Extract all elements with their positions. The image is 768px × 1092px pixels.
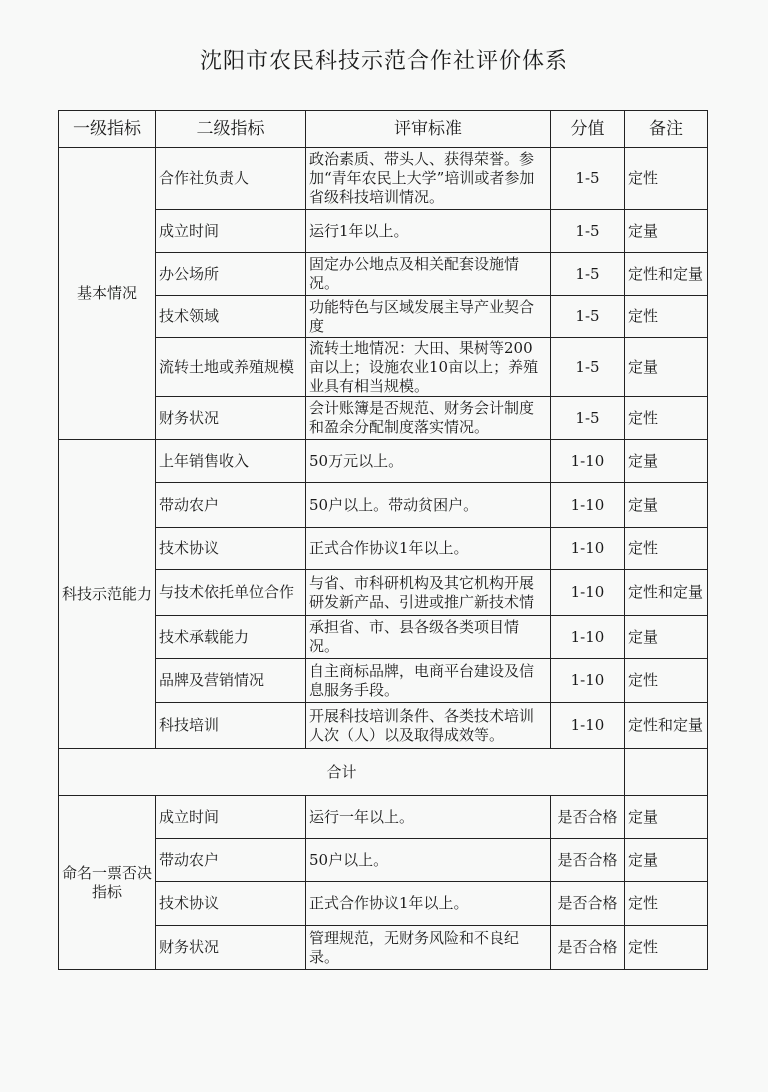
score-cell: 1-5 [551,338,625,397]
item-cell: 带动农户 [156,839,306,882]
score-cell: 是否合格 [551,796,625,839]
standard-cell: 正式合作协议1年以上。 [306,882,551,926]
note-cell: 定性 [625,528,708,570]
header-standard: 评审标准 [306,111,551,148]
item-cell: 技术承载能力 [156,616,306,659]
item-cell: 带动农户 [156,483,306,528]
item-cell: 成立时间 [156,210,306,253]
score-cell: 1-10 [551,570,625,616]
table-row [59,570,708,616]
standard-cell: 运行一年以上。 [306,796,551,839]
table-row [59,926,708,970]
score-cell: 1-5 [551,397,625,440]
note-cell: 定性 [625,296,708,338]
table-row [59,296,708,338]
group-basic: 基本情况 [59,148,156,440]
total-note [625,749,708,796]
table-row [59,796,708,839]
table-row [59,703,708,749]
total-label: 合计 [59,749,625,796]
item-cell: 财务状况 [156,926,306,970]
note-cell: 定量 [625,483,708,528]
item-cell: 技术协议 [156,882,306,926]
standard-cell: 功能特色与区域发展主导产业契合度 [306,296,551,338]
table-row [59,528,708,570]
item-cell: 财务状况 [156,397,306,440]
group-veto: 命名一票否决指标 [59,796,156,970]
score-cell: 1-5 [551,296,625,338]
note-cell: 定性 [625,882,708,926]
item-cell: 上年销售收入 [156,440,306,483]
score-cell: 是否合格 [551,926,625,970]
header-note: 备注 [625,111,708,148]
item-cell: 技术领域 [156,296,306,338]
standard-cell: 50户以上。带动贫困户。 [306,483,551,528]
standard-cell: 开展科技培训条件、各类技术培训人次（人）以及取得成效等。 [306,703,551,749]
table-row [59,440,708,483]
header-row [59,111,708,148]
note-cell: 定量 [625,839,708,882]
score-cell: 1-10 [551,703,625,749]
table-row [59,882,708,926]
note-cell: 定性 [625,397,708,440]
table-row [59,483,708,528]
standard-cell: 与省、市科研机构及其它机构开展研发新产品、引进或推广新技术情 [306,570,551,616]
note-cell: 定量 [625,616,708,659]
note-cell: 定量 [625,796,708,839]
score-cell: 1-5 [551,253,625,296]
table-row [59,253,708,296]
header-level2: 二级指标 [156,111,306,148]
note-cell: 定性和定量 [625,703,708,749]
score-cell: 是否合格 [551,882,625,926]
group-tech-demo: 科技示范能力 [59,440,156,749]
header-level1: 一级指标 [59,111,156,148]
standard-cell: 运行1年以上。 [306,210,551,253]
note-cell: 定性和定量 [625,570,708,616]
standard-cell: 政治素质、带头人、获得荣誉。参加“青年农民上大学”培训或者参加省级科技培训情况。 [306,148,551,210]
item-cell: 科技培训 [156,703,306,749]
table-row [59,839,708,882]
table-row [59,397,708,440]
score-cell: 1-10 [551,616,625,659]
note-cell: 定性 [625,926,708,970]
score-cell: 1-5 [551,210,625,253]
note-cell: 定量 [625,440,708,483]
item-cell: 品牌及营销情况 [156,659,306,703]
standard-cell: 正式合作协议1年以上。 [306,528,551,570]
score-cell: 1-10 [551,528,625,570]
standard-cell: 50户以上。 [306,839,551,882]
score-cell: 1-10 [551,659,625,703]
note-cell: 定量 [625,210,708,253]
note-cell: 定量 [625,338,708,397]
score-cell: 1-10 [551,483,625,528]
standard-cell: 会计账簿是否规范、财务会计制度和盈余分配制度落实情况。 [306,397,551,440]
item-cell: 成立时间 [156,796,306,839]
standard-cell: 管理规范，无财务风险和不良纪录。 [306,926,551,970]
standard-cell: 50万元以上。 [306,440,551,483]
item-cell: 与技术依托单位合作 [156,570,306,616]
standard-cell: 固定办公地点及相关配套设施情况。 [306,253,551,296]
page-title: 沈阳市农民科技示范合作社评价体系 [199,49,568,74]
header-score: 分值 [551,111,625,148]
item-cell: 合作社负责人 [156,148,306,210]
note-cell: 定性 [625,148,708,210]
table-row [59,659,708,703]
item-cell: 办公场所 [156,253,306,296]
table-row [59,148,708,210]
table-row [59,616,708,659]
score-cell: 1-10 [551,440,625,483]
item-cell: 流转土地或养殖规模 [156,338,306,397]
table-row [59,210,708,253]
standard-cell: 承担省、市、县各级各类项目情况。 [306,616,551,659]
evaluation-table [58,110,708,970]
standard-cell: 流转土地情况：大田、果树等200亩以上；设施农业10亩以上；养殖业具有相当规模。 [306,338,551,397]
total-row [59,749,708,796]
standard-cell: 自主商标品牌，电商平台建设及信息服务手段。 [306,659,551,703]
table-row [59,338,708,397]
score-cell: 是否合格 [551,839,625,882]
score-cell: 1-5 [551,148,625,210]
item-cell: 技术协议 [156,528,306,570]
note-cell: 定性 [625,659,708,703]
note-cell: 定性和定量 [625,253,708,296]
